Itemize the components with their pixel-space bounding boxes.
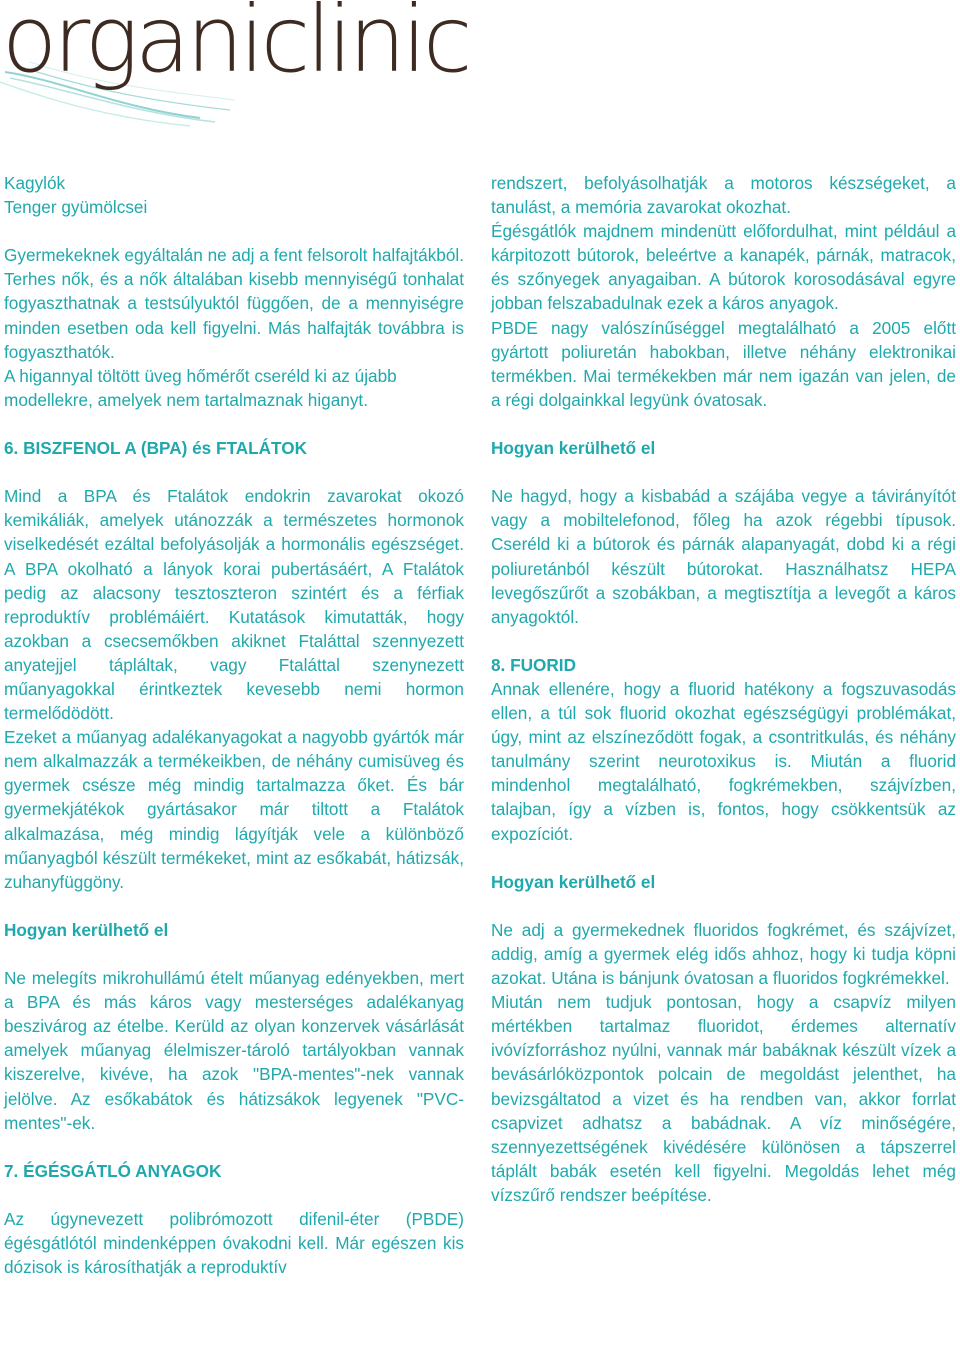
list-item: Kagylók	[4, 173, 66, 193]
right-column	[491, 171, 956, 1207]
paragraph: Ne adj a gyermekednek fluoridos fogkrémet, és szájvízet, addig, amíg a gyermek elég idős ahhoz, hogy ki tudja köpni azokat. Utána is bánjunk óvatosan a fluoridos fogkrémekkel.	[491, 919, 956, 989]
subheading: Hogyan kerülhető el	[491, 438, 656, 459]
paragraph: A higannyal töltött üveg hőmérőt cseréld ki az újabb modellekre, amelyek nem tartalmaznak higanyt.	[4, 365, 397, 410]
section-heading: 7. ÉGÉSGÁTLÓ ANYAGOK	[4, 1160, 222, 1181]
paragraph: PBDE nagy valószínűséggel megtalálható a 2005 előtt gyártott poliuretán habokban, illetve néhány elektronikai termékben. Mai termékekben már nem igazán van jelen, de a régi dolgainkkal legyünk óvatosak.	[491, 317, 956, 410]
paragraph: Annak ellenére, hogy a fluorid hatékony a fogszuvasodás ellen, a túl sok fluorid okozhat egészségügyi problémákat, úgy, mint az elszíneződött fogak, a csontritkulás, és néhány tanulmány szerint neurotoxikus is. Miután a fluorid mindenhol megtalálható, fogkrémekben, szájvízben, talajban, így a vízben is, fontos, hogy csökkentsük az expozíciót.	[491, 678, 956, 844]
left-column	[4, 171, 464, 1279]
paragraph: Gyermekeknek egyáltalán ne adj a fent felsorolt halfajtákból. Terhes nők, és a nők általában kisebb mennyiségű tonhalat fogyaszthatnak a testsúlyuktól függően, de a mennyiségre minden esetben oda kell figyelni. Más halfajták továbbra is fogyaszthatók.	[4, 245, 464, 362]
subheading: Hogyan kerülhető el	[491, 871, 656, 892]
paragraph: Ne melegíts mikrohullámú ételt műanyag edényekben, mert a BPA és más káros vagy mesterséges adalékanyag beszivárog az ételbe. Kerüld az olyan konzervek vásárlását amelyek műanyag élelmiszer-tároló tartályokban vannak kiszerelve, kivéve, ha azok "BPA-mentes"-nek vannak jelölve. Az esőkabátok és hátizsákok legyenek "PVC-mentes"-ek.	[4, 968, 464, 1133]
paragraph: Égésgátlók majdnem mindenütt előfordulhat, mint például a kárpitozott bútorok, beleértve a kanapék, párnák, matracok, és szőnyegek anyagaiban. A bútorok korosodásával egyre jobban felszabadulnak ezek a káros anyagok.	[491, 221, 956, 314]
subheading: Hogyan kerülhető el	[4, 919, 169, 940]
section-heading: 6. BISZFENOL A (BPA) és FTALÁTOK	[4, 438, 308, 459]
list-item: Tenger gyümölcsei	[4, 197, 148, 218]
paragraph: Az úgynevezett polibrómozott difenil-éter (PBDE) égésgátlótól mindenképpen óvakodni kell. Már egészen kis dózisok is károsíthatják a reproduktív	[4, 1209, 464, 1278]
paragraph: Ne hagyd, hogy a kisbabád a szájába vegye a távirányítót vagy a mobiltelefonod, főleg ha azok régebbi típusok. Cseréld ki a bútorok és párnák alapanyagát, dobd ki a régi poliuretánból készült bútorokat. Használhatsz HEPA levegőszűrőt a szobákban, a megtisztítja a levegőt a káros anyagoktól.	[491, 486, 956, 627]
section-heading: 8. FUORID	[491, 654, 576, 675]
paragraph: Miután nem tudjuk pontosan, hogy a csapvíz milyen mértékben tartalmaz fluoridot, érdemes alternatív ivóvízforráshoz nyúlni, vannak már babáknak készült vízek a bevásárlóközpontok polcain de megoldást jelenthet, ha bevizsgáltatod a vizet és ha rendben van, akkor forrlat csapvizet adhatsz a babádnak. A víz minőségére, szennyezettségének kivédésére különösen a tápszerrel táplált babák esetén kell figyelni. Megoldás lehet még vízszűrő rendszer beépítése.	[491, 992, 956, 1205]
logo	[0, 0, 480, 130]
paragraph: rendszert, befolyásolhatják a motoros készségeket, a tanulást, a memória zavarokat okozhat.	[491, 173, 956, 218]
paragraph: Ezeket a műanyag adalékanyagokat a nagyobb gyártók már nem alkalmazzák a termékeikben, de néhány cumisüveg és gyermek csésze még mindig tartalmazza őket. És bár gyermekjátékok gyártásakor már tiltott a Ftalátok alkalmazása, még mindig lágyítják vele a különböző műanyagból készült termékeket, mint az esőkabát, hátizsák, zuhanyfüggöny.	[4, 727, 464, 892]
paragraph: Mind a BPA és Ftalátok endokrin zavarokat okozó kemikáliák, amelyek utánozzák a természetes hormonok viselkedését ezáltal befolyásolják a hormonális egészséget. A BPA okolható a lányok korai pubertásáért, A Ftalátok pedig az alacsony tesztoszteron szintért és a férfiak reproduktív problémáiért. Kutatások kimutatták, hogy azokban a csecsemőkben akiknet Ftaláttal szennyezett anyatejjel tápláltak, vagy Ftaláttal szenynezett műanyagokkal érintkeztek kevesebb nemi hormon termelődödött.	[4, 486, 464, 724]
logo-text: organiclinic	[2, 0, 469, 93]
